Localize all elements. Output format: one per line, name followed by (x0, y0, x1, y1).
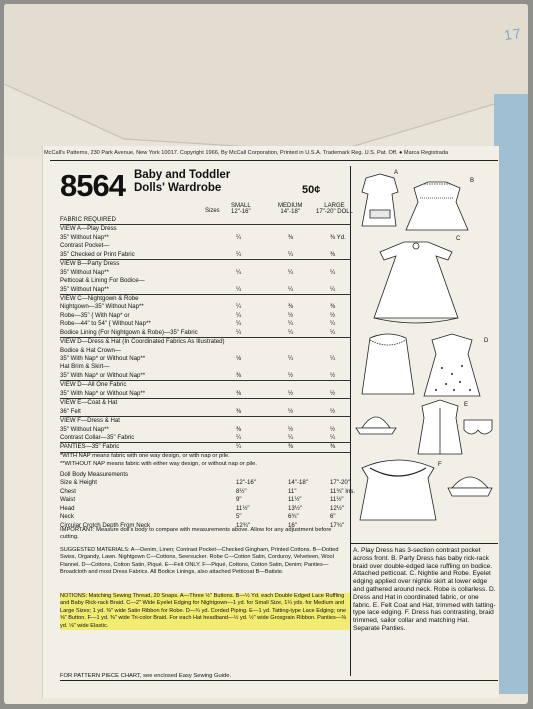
medium-value: ¼ (288, 250, 294, 258)
view-a-play-dress (362, 174, 398, 226)
table-row (60, 479, 350, 487)
large-value: ¼ (330, 355, 336, 362)
large-value: ¼ (330, 320, 336, 328)
row-label: 35" With Nap* or Without Nap** (60, 355, 146, 362)
large-value: ¼ (330, 285, 336, 293)
medium-value: ½ (288, 311, 294, 319)
art-bottom-rule (350, 543, 498, 544)
row-label: Robe—35" { With Nap* or (60, 311, 130, 319)
medium-value: ¼ (288, 320, 294, 328)
large-value: ⅜ (330, 443, 336, 451)
chart-note: FOR PATTERN PIECE CHART, see enclosed Easy Sewing Guide. (60, 673, 232, 679)
large-value: ⅜ Yd. (330, 233, 346, 241)
small-value: ⅛ (236, 355, 242, 362)
row-label: Bodice Lining (For Nightgown & Robe)—35" Fabric (60, 328, 198, 336)
medium-value: ½ (288, 389, 294, 397)
large-value: ¼ (330, 433, 336, 441)
small-value: 8½" (236, 487, 247, 495)
header-rule (50, 160, 498, 161)
small-value: 9" (236, 496, 242, 504)
letter-d: D (484, 338, 489, 344)
small-value: ¼ (236, 303, 242, 311)
fabric-required-heading: FABRIC REQUIRED (60, 216, 350, 225)
table-row (60, 320, 350, 328)
large-value: 17"-20" (330, 479, 350, 487)
pattern-number: 8564 (60, 168, 125, 203)
table-row (60, 390, 350, 399)
table-row (60, 286, 350, 295)
nap-note-2: **WITHOUT NAP means fabric with either way design, or without nap or pile. (60, 461, 257, 467)
large-value: ⅜ (330, 303, 336, 311)
view-d-hat (356, 417, 396, 434)
table-row (60, 225, 350, 233)
row-label: Robe—44" to 54" { Without Nap** (60, 320, 151, 328)
letter-f: F (438, 462, 442, 468)
medium-value: ¼ (288, 268, 294, 276)
small-value: ¼ (236, 433, 242, 441)
row-label: 35" Without Nap** (60, 425, 109, 433)
view-panties (464, 420, 492, 434)
row-label: VIEW D—Dress & Hat (In Coordinated Fabrics As Illustrated) (60, 338, 225, 346)
large-value: ½ (330, 425, 336, 433)
medium-value: ¼ (288, 355, 294, 362)
small-value: ¼ (236, 233, 242, 241)
view-c-robe (362, 334, 414, 394)
size-large-range: 17"-20" DOLL (316, 209, 353, 215)
table-row (60, 355, 350, 363)
view-b-party-dress (406, 182, 468, 230)
medium-value: 16" (288, 521, 297, 529)
table-row (60, 269, 350, 277)
medium-value: ¼ (288, 328, 294, 336)
view-c-nightgown (374, 242, 458, 323)
medium-value: ½ (288, 407, 294, 415)
table-row (60, 277, 350, 285)
table-row (60, 443, 350, 452)
table-row (60, 399, 350, 407)
medium-value: 11" (288, 487, 297, 495)
row-label: Contrast Pocket— (60, 242, 110, 250)
medium-value: ⅜ (288, 303, 294, 311)
row-label: 35" With Nap* or Without Nap** (60, 389, 146, 397)
small-value: ⅜ (236, 407, 242, 415)
large-value: 11½" (330, 496, 344, 504)
table-row (60, 363, 350, 371)
row-label: 35" Without Nap** (60, 233, 109, 241)
row-label: Circular Crotch Depth From Neck (60, 521, 151, 529)
size-medium-range: 14"-18" (280, 209, 300, 215)
size-medium-name: MEDIUM (278, 203, 303, 209)
corner-stamp: 17 (503, 24, 524, 44)
title-line-2: Dolls' Wardrobe (134, 182, 222, 194)
table-row (60, 408, 350, 417)
small-value: 5" (236, 513, 242, 521)
table-row (60, 338, 350, 346)
large-value: ½ (330, 371, 336, 379)
table-row (60, 312, 350, 320)
medium-value: ⅜ (288, 233, 294, 241)
body-header: Doll Body Measurements (60, 471, 129, 478)
important-note: IMPORTANT: Measure doll's body to compare with measurements above. Allow for any adjustment before cutting. (60, 527, 332, 541)
medium-value: 11½" (288, 496, 302, 504)
size-small-range: 12"-16" (231, 209, 251, 215)
row-label: Contrast Collar—35" Fabric (60, 433, 135, 441)
row-label: Head (60, 504, 75, 512)
large-value: 12½" (330, 504, 345, 512)
views-description: A. Play Dress has 3-section contrast pocket across front. B. Party Dress has baby rick-rack braid over double-edged lace ruffling on bodice. Attached petticoat. C. Nightie and Robe. Eyelet edging applied over nightie skirt at lower edge and gathered around neck. Robe is collarless. D. Dress and Hat in coordinated fabric, or one fabric. E. Felt Coat and Hat, trimmed with tatting-type lace edging. F. Dress has contrasting, braid trimmed, sailor collar and matching Hat. Separate Panties. (353, 547, 496, 632)
table-row (60, 426, 350, 434)
table-row (60, 513, 350, 521)
table-row (60, 505, 350, 513)
row-label: Waist (60, 496, 76, 504)
table-row (60, 295, 350, 303)
row-label: VIEW E—Coat & Hat (60, 399, 118, 407)
small-value: 12¾" (236, 521, 251, 529)
table-row (60, 303, 350, 311)
large-value: ¼ (330, 328, 336, 336)
row-label: Hat Brim & Skirt— (60, 363, 110, 371)
medium-value: ½ (288, 425, 294, 433)
table-row (60, 417, 350, 425)
medium-value: 6¾" (288, 513, 299, 521)
table-row (60, 234, 350, 242)
small-value: ¼ (236, 268, 242, 276)
letter-c: C (456, 236, 461, 242)
large-value: ½ (330, 311, 336, 319)
row-label: Nightgown—35" Without Nap** (60, 303, 144, 311)
sizes-label: Sizes (205, 208, 220, 214)
blue-strip (494, 94, 528, 694)
small-value: ¼ (236, 328, 242, 336)
title-line-1: Baby and Toddler (134, 169, 231, 181)
view-illustrations (352, 168, 498, 542)
small-value: ¼ (236, 285, 242, 293)
pattern-title (134, 169, 230, 195)
small-value: ¼ (236, 443, 242, 451)
large-value: ⅜ (330, 250, 336, 258)
row-label: VIEW C—Nightgown & Robe (60, 294, 139, 302)
row-label: 36" Felt (60, 407, 81, 415)
table-row (60, 329, 350, 338)
row-label: PANTIES—35" Fabric (60, 443, 120, 451)
small-value: ¼ (236, 320, 242, 328)
small-value: ⅜ (236, 371, 242, 379)
row-label: Neck (60, 513, 74, 521)
size-small (231, 203, 251, 215)
view-d-dress (424, 334, 480, 396)
row-label: VIEW B—Party Dress (60, 260, 120, 268)
table-row (60, 251, 350, 260)
large-value: ½ (330, 389, 336, 397)
letter-a: A (394, 170, 399, 176)
row-label: 35" With Nap* or Without Nap** (60, 371, 146, 379)
table-row (60, 434, 350, 443)
price: 50¢ (302, 184, 321, 196)
medium-value: 13½" (288, 504, 303, 512)
small-value: ⅜ (236, 425, 242, 433)
view-f-dress (360, 460, 436, 520)
size-small-name: SMALL (231, 203, 251, 209)
publisher-line: McCall's Patterns, 230 Park Avenue, New York 10017. Copyright 1966, By McCall Corporation, Printed in U.S.A. Trademark Reg. U.S. Pat. Off. ● Marca Registrada (44, 150, 449, 156)
medium-value: ⅜ (288, 443, 294, 451)
letter-e: E (464, 402, 469, 408)
table-row (60, 242, 350, 250)
row-label: Petticoat & Lining For Bodice— (60, 277, 145, 285)
table-row (60, 347, 350, 355)
view-e-coat (418, 400, 462, 454)
row-label: Bodice & Hat Crown— (60, 346, 121, 354)
row-label: 35" Without Nap** (60, 285, 109, 293)
table-row (60, 487, 356, 496)
size-medium (278, 203, 302, 215)
large-value: ¼ (330, 268, 336, 276)
suggested-materials: SUGGESTED MATERIALS: A—Denim, Linen; Contrast Pocket—Checked Gingham, Printed Cottons. B—Dotted Swiss, Organdy, Lawn. Nightgown C—Cottons, Seersucker. Robe C—Cotton Satin, Corduroy, Velveteen, Wool Flannel. D—Cottons, Cotton Satin, Piqué. E—Felt ONLY. F—Piqué, Cottons, Cotton Satin, Denim; Panties—Broadcloth and most Dress Fabrics. All Bodice Linings, also attached Petticoat B—Batiste. (60, 547, 339, 576)
column-divider (350, 166, 351, 676)
letter-b: B (470, 178, 475, 184)
row-label: Size & Height (60, 479, 97, 487)
table-row (60, 372, 350, 381)
footer-rule (60, 680, 498, 681)
row-label: Chest (60, 487, 76, 495)
size-large (316, 203, 353, 215)
medium-value: ¼ (288, 433, 294, 441)
large-value: 17¾" (330, 521, 345, 529)
small-value: ¼ (236, 250, 242, 258)
nap-note-1: *WITH NAP means fabric with one way design, or with nap or pile. (60, 453, 230, 459)
table-row (60, 496, 350, 504)
row-label: 35" Without Nap** (60, 268, 109, 276)
small-value: ¼ (236, 311, 242, 319)
table-row (60, 381, 350, 389)
small-value: ⅜ (236, 389, 242, 397)
body-measurements-table (60, 471, 356, 530)
row-label: VIEW F—Dress & Hat (60, 417, 120, 425)
table-row (60, 260, 350, 268)
view-f-hat (448, 477, 492, 496)
large-value: 6" (330, 513, 336, 521)
small-value: 11½" (236, 504, 250, 512)
medium-value: 14"-18" (288, 479, 308, 487)
notions: NOTIONS: Matching Sewing Thread, 20 Snaps. A—Three ½" Buttons. B—½ Yd. each Double Edged Lace Ruffling and Baby Rick-rack Braid. C—2" Wide Eyelet Edging for Nightgown—1 yd. for Small Size, 1¼ yds. for Medium and Large Sizes; 1 yd. ⅜" wide Satin Ribbon for Robe. D—¾ yd. Corded Piping. E—1 yd. Tatting-type Lace Edging; one ⅝" Button. F—1 yd. ⅜" wide Tri-color Braid. For each Hat headband—½ yd. ½" wide Grosgrain Ribbon. Panties—⅜ yd. ⅛" wide Elastic. (60, 593, 350, 630)
row-label: VIEW D—All One Fabric (60, 381, 127, 389)
large-value: ½ (330, 407, 336, 415)
size-large-name: LARGE (324, 203, 345, 209)
medium-value: ¼ (288, 285, 294, 293)
row-label: 35" Checked or Print Fabric (60, 250, 135, 258)
fabric-table (60, 216, 350, 453)
large-value: 11¾" Ins. (330, 487, 356, 495)
medium-value: ½ (288, 371, 294, 379)
small-value: 12"-16" (236, 479, 256, 487)
row-label: VIEW A—Play Dress (60, 225, 117, 233)
